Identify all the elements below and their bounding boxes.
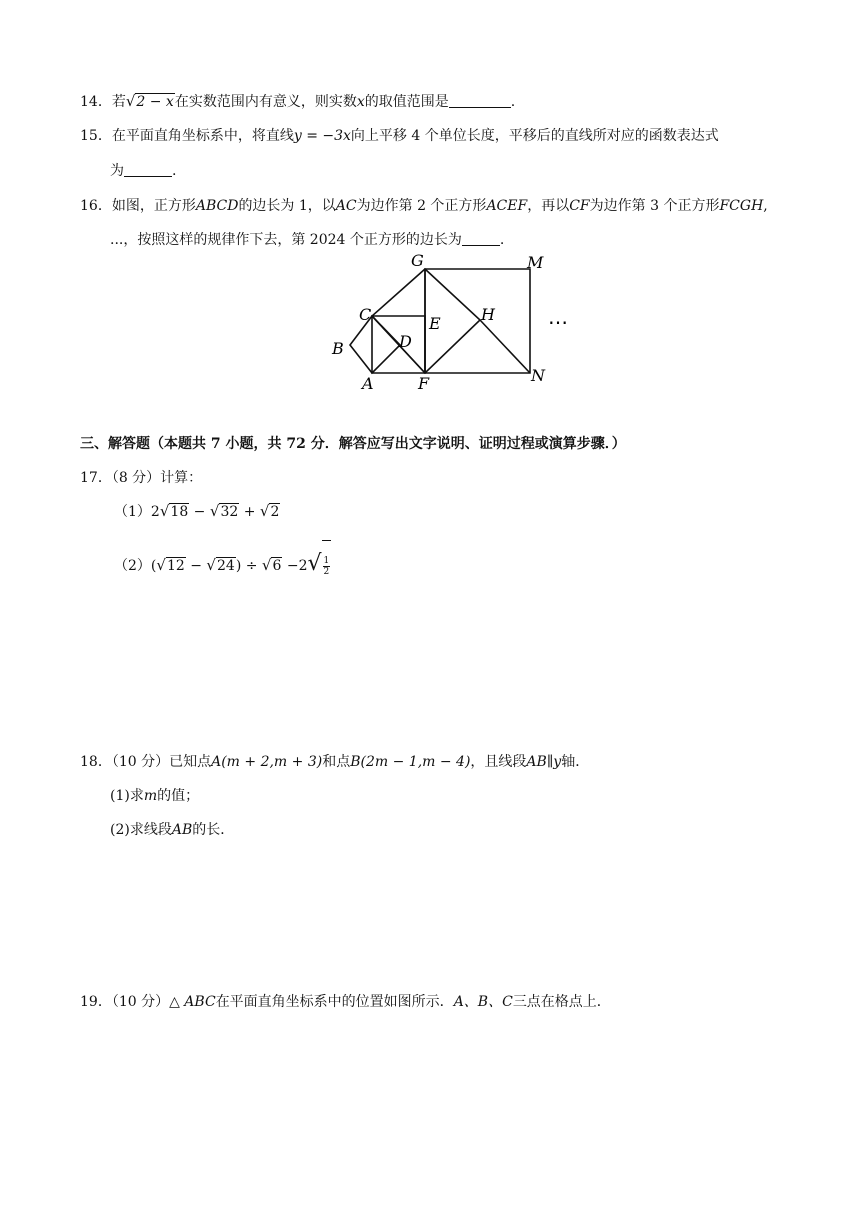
question-17: 17．（8 分）计算： xyxy=(80,470,203,486)
ellipsis: ⋯ xyxy=(548,310,568,334)
answer-blank xyxy=(462,231,500,246)
label-a: A xyxy=(362,374,374,393)
question-18-sub-2: (2)求线段AB的长． xyxy=(110,822,235,838)
question-14: 14．若 √ 2 − x 在实数范围内有意义，则实数x的取值范围是 . xyxy=(80,92,516,110)
label-b: B xyxy=(332,339,344,358)
question-number: 19． xyxy=(80,994,112,1010)
label-m: M xyxy=(527,253,544,272)
sqrt-expression: √ 2 − x xyxy=(125,92,174,110)
diagonal-hn xyxy=(480,320,530,373)
section-3-title: 三、解答题（本题共 7 小题，共 72 分．解答应写出文字说明、证明过程或演算步骤．） xyxy=(80,436,626,452)
question-16: 16．如图，正方形ABCD的边长为 1，以AC为边作第 2 个正方形ACEF，再以CF为边作第 3 个正方形FCGH, xyxy=(80,198,768,214)
question-18: 18．（10 分）已知点A(m + 2,m + 3)和点B(2m − 1,m − 4)，且线段AB∥y轴． xyxy=(80,754,590,770)
question-15-line-2: 为 . xyxy=(110,163,177,179)
label-e: E xyxy=(429,314,441,333)
question-number: 15． xyxy=(80,128,112,144)
question-number: 16． xyxy=(80,198,112,214)
question-15: 15．在平面直角坐标系中，将直线y = −3x向上平移 4 个单位长度，平移后的直线所对应的函数表达式 xyxy=(80,128,719,144)
question-18-sub-1: (1)求m的值； xyxy=(110,788,200,804)
label-g: G xyxy=(411,251,424,270)
question-16-line-2: ...，按照这样的规律作下去，第 2024 个正方形的边长为 . xyxy=(110,232,505,248)
label-n: N xyxy=(531,366,545,385)
question-17-part-1: （1）2 √ 18 − √ 32 + √ 2 xyxy=(114,502,280,520)
label-f: F xyxy=(418,374,430,393)
question-number: 17． xyxy=(80,470,112,486)
question-19: 19．（10 分）△ ABC在平面直角坐标系中的位置如图所示．A、B、C三点在格点上． xyxy=(80,994,611,1010)
question-number: 14． xyxy=(80,94,112,110)
question-17-part-2: （2）( √ 12 − √ 24 ) ÷ √ 6 −2 √ $\frac{1}{2}$ xyxy=(114,540,331,577)
squares-figure xyxy=(320,250,590,395)
answer-blank xyxy=(449,93,511,108)
question-number: 18． xyxy=(80,754,112,770)
label-d: D xyxy=(399,332,412,351)
square-abcd xyxy=(350,316,400,373)
label-c: C xyxy=(359,305,372,324)
answer-blank xyxy=(124,162,172,177)
label-h: H xyxy=(481,305,495,324)
